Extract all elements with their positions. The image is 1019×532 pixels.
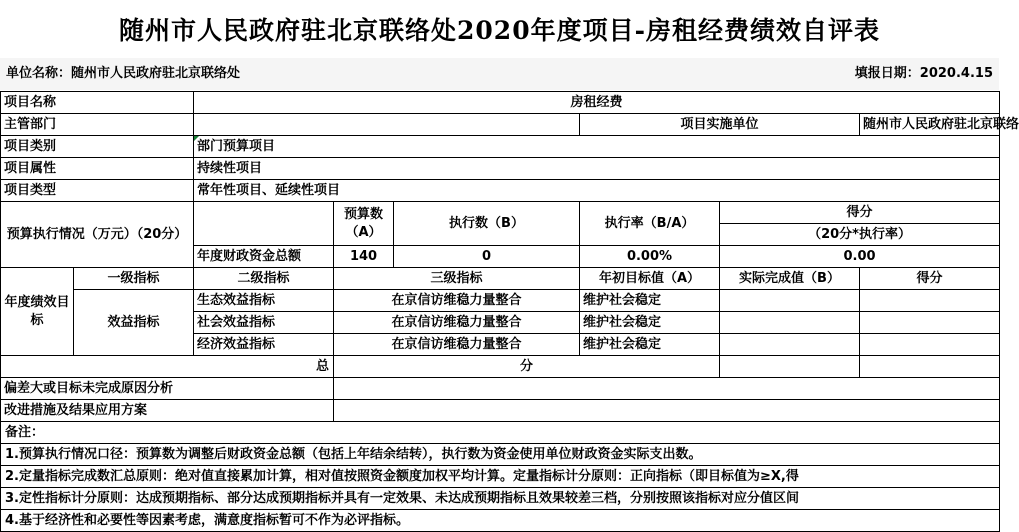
goal-level2: 经济效益指标 bbox=[194, 334, 334, 356]
goal-score bbox=[860, 312, 1000, 334]
budget-section-label: 预算执行情况（万元）（20分） bbox=[1, 202, 194, 268]
goal-actual bbox=[720, 334, 860, 356]
row-improve bbox=[1, 400, 1000, 422]
goal-actual bbox=[720, 290, 860, 312]
goal-level2: 社会效益指标 bbox=[194, 312, 334, 334]
budget-value: 140 bbox=[334, 246, 394, 268]
page-title: 随州市人民政府驻北京联络处2020年度项目-房租经费绩效自评表 bbox=[0, 0, 999, 59]
total-label-1: 总 bbox=[1, 356, 334, 378]
goal-header-actual: 实际完成值（B） bbox=[720, 268, 860, 290]
budget-header-executed: 执行数（B） bbox=[394, 202, 580, 246]
budget-header-rate: 执行率（B/A） bbox=[580, 202, 720, 246]
goal-header-level2: 二级指标 bbox=[194, 268, 334, 290]
row-budget-header bbox=[1, 202, 1000, 224]
goal-header-level3: 三级指标 bbox=[334, 268, 580, 290]
budget-row-label: 年度财政资金总额 bbox=[194, 246, 334, 268]
note-item: 3.定性指标计分原则：达成预期指标、部分达成预期指标并具有一定效果、未达成预期指标且效果较差三档，分别按照该指标对应分值区间 bbox=[1, 488, 1000, 510]
attribute-value: 持续性项目 bbox=[194, 158, 1000, 180]
total-label-2: 分 bbox=[334, 356, 720, 378]
goal-header-level1: 一级指标 bbox=[74, 268, 194, 290]
total-blank bbox=[720, 356, 860, 378]
dept-label: 主管部门 bbox=[1, 114, 194, 136]
category-label: 项目类别 bbox=[1, 136, 194, 158]
attribute-label: 项目属性 bbox=[1, 158, 194, 180]
type-value: 常年性项目、延续性项目 bbox=[194, 180, 1000, 202]
row-notes-label bbox=[1, 422, 1000, 444]
goal-actual bbox=[720, 312, 860, 334]
note-item: 4.基于经济性和必要性等因素考虑，满意度指标暂可不作为必评指标。 bbox=[1, 510, 1000, 532]
goal-level1: 效益指标 bbox=[74, 290, 194, 356]
budget-blank bbox=[194, 202, 334, 246]
type-label: 项目类型 bbox=[1, 180, 194, 202]
notes-label: 备注： bbox=[1, 422, 1000, 444]
goal-header-score: 得分 bbox=[860, 268, 1000, 290]
row-note bbox=[1, 444, 1000, 466]
total-score bbox=[860, 356, 1000, 378]
deviation-value bbox=[334, 378, 1000, 400]
table-row bbox=[1, 290, 1000, 312]
improve-label: 改进措施及结果应用方案 bbox=[1, 400, 334, 422]
executed-value: 0 bbox=[394, 246, 580, 268]
budget-header-budget: 预算数（A） bbox=[334, 202, 394, 246]
goal-score bbox=[860, 334, 1000, 356]
goal-target: 维护社会稳定 bbox=[580, 290, 720, 312]
note-item: 2.定量指标完成数汇总原则：绝对值直接累加计算，相对值按照资金额度加权平均计算。定量指标计分原则：正向指标（即目标值为≥X,得 bbox=[1, 466, 1000, 488]
note-item: 1.预算执行情况口径：预算数为调整后财政资金总额（包括上年结余结转），执行数为资金使用单位财政资金实际支出数。 bbox=[1, 444, 1000, 466]
goal-level2: 生态效益指标 bbox=[194, 290, 334, 312]
impl-unit-label: 项目实施单位 bbox=[580, 114, 860, 136]
goal-level3: 在京信访维稳力量整合 bbox=[334, 290, 580, 312]
goal-target: 维护社会稳定 bbox=[580, 312, 720, 334]
goal-score bbox=[860, 290, 1000, 312]
goal-section-label: 年度绩效目标 bbox=[1, 268, 74, 356]
project-name-value: 房租经费 bbox=[194, 92, 1000, 114]
row-goal-header bbox=[1, 268, 1000, 290]
goal-level3: 在京信访维稳力量整合 bbox=[334, 312, 580, 334]
dept-value bbox=[194, 114, 580, 136]
row-category bbox=[1, 136, 1000, 158]
goal-header-target: 年初目标值（A） bbox=[580, 268, 720, 290]
row-dept bbox=[1, 114, 1000, 136]
budget-header-score-formula: （20分*执行率） bbox=[720, 224, 1000, 246]
row-note bbox=[1, 488, 1000, 510]
deviation-label: 偏差大或目标未完成原因分析 bbox=[1, 378, 334, 400]
row-type bbox=[1, 180, 1000, 202]
row-note bbox=[1, 510, 1000, 532]
budget-header-score: 得分 bbox=[720, 202, 1000, 224]
goal-level3: 在京信访维稳力量整合 bbox=[334, 334, 580, 356]
project-name-label: 项目名称 bbox=[1, 92, 194, 114]
row-total bbox=[1, 356, 1000, 378]
budget-score-value: 0.00 bbox=[720, 246, 1000, 268]
row-deviation bbox=[1, 378, 1000, 400]
row-note bbox=[1, 466, 1000, 488]
fill-date: 填报日期：2020.4.15 bbox=[854, 66, 993, 81]
category-value: 部门预算项目 bbox=[194, 136, 1000, 158]
impl-unit-value: 随州市人民政府驻北京联络 bbox=[860, 114, 1000, 136]
row-attribute bbox=[1, 158, 1000, 180]
unit-name: 单位名称：随州市人民政府驻北京联络处 bbox=[6, 66, 241, 81]
row-project-name bbox=[1, 92, 1000, 114]
evaluation-table bbox=[0, 91, 1019, 532]
goal-target: 维护社会稳定 bbox=[580, 334, 720, 356]
rate-value: 0.00% bbox=[580, 246, 720, 268]
improve-value bbox=[334, 400, 1000, 422]
